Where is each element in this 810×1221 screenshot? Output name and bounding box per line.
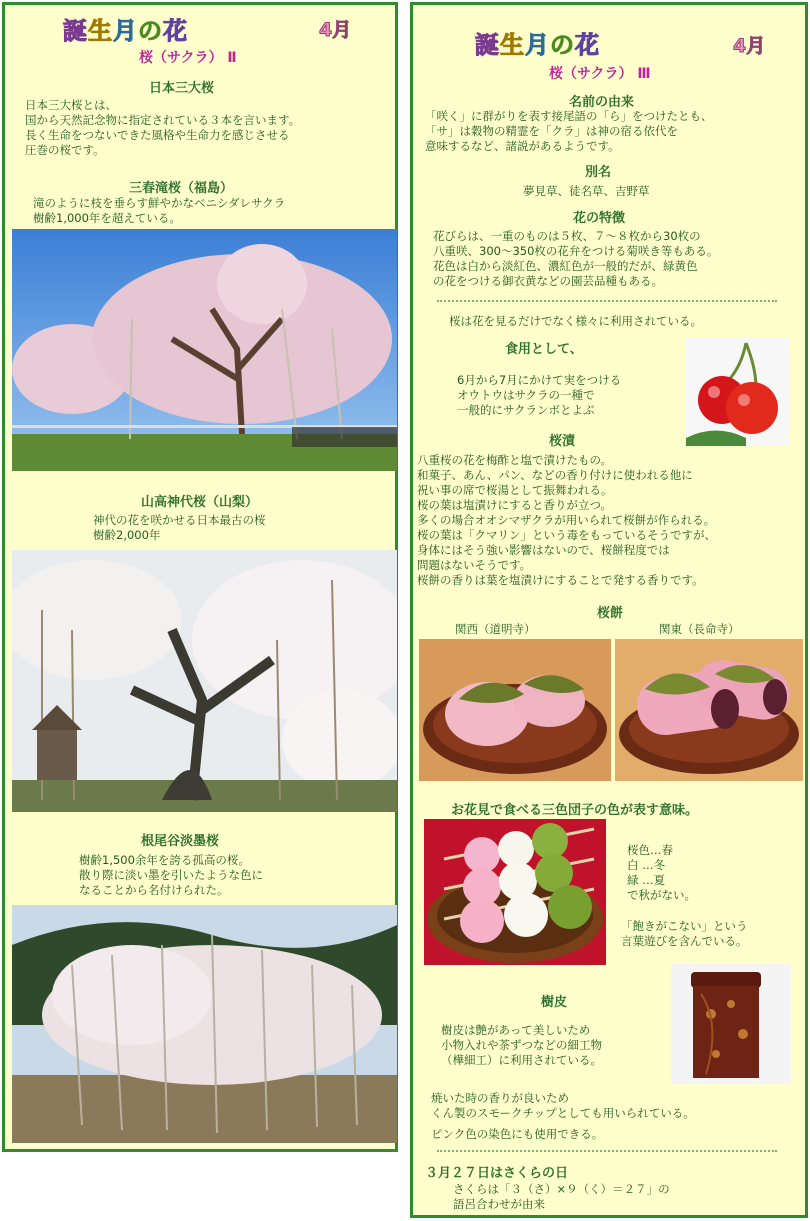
feature-text: 花びらは、一重のものは５枚、７～８枚から30枚の 八重咲、300～350枚の花弁をつける菊咲き等もある。 花色は白から淡紅色、濃紅色が一般的だが、緑黄色 の花をつける御衣黄などの園芸品種もある。: [433, 229, 719, 288]
food-title: 食用として、: [505, 342, 583, 357]
right-month: 4月: [733, 35, 766, 57]
tree2-name: 山高神代桜（山梨）: [141, 495, 259, 510]
left-main-title: 誕生月の花: [63, 17, 188, 45]
miharu-takizakura-photo: [12, 229, 397, 471]
cherry-photo: [686, 338, 790, 446]
divider: [437, 300, 777, 302]
right-panel: [410, 2, 808, 1218]
tree1-name: 三春滝桜（福島）: [129, 181, 234, 196]
mochi-title: 桜餅: [597, 606, 624, 621]
kanto-sakuramochi-photo: [615, 639, 803, 781]
dye-text: ピンク色の染色にも使用できる。: [431, 1127, 604, 1141]
left-subtitle: 桜（サクラ） Ⅱ: [139, 50, 237, 66]
dango-pun: 「飽きがこない」という 言葉遊びを含んでいる。: [621, 919, 748, 948]
sanshoku-dango-photo: [424, 819, 606, 965]
smoke-text: 焼いた時の香りが良いため くん製のスモークチップとしても用いられている。: [431, 1091, 695, 1120]
left-panel: [2, 2, 398, 1152]
tree2-desc: 神代の花を咲かせる日本最古の桜 樹齢2,000年: [93, 513, 266, 542]
divider: [437, 1150, 777, 1152]
origin-title: 名前の由来: [569, 95, 635, 110]
day-text: さくらは「３（さ）×９（く）＝２７」の 語呂合わせが由来: [453, 1182, 670, 1211]
left-section-title: 日本三大桜: [149, 81, 215, 96]
mochi-kansai-label: 関西（道明寺）: [455, 622, 536, 636]
kansai-sakuramochi-photo: [419, 639, 611, 781]
bark-title: 樹皮: [541, 995, 568, 1010]
tree3-name: 根尾谷淡墨桜: [141, 834, 220, 849]
right-main-title: 誕生月の花: [475, 31, 600, 59]
pickle-text: 八重桜の花を梅酢と塩で漬けたもの。 和菓子、あん、パン、などの香り付けに使われる他に 祝い事の席で桜湯として振舞われる。 桜の葉は塩漬けにすると香りが立つ。 多くの場合オオシマザクラが用いられて桜餅が作られる。 桜の葉は「クマリン」という毒をもっているそうですが、 身体にはそう強い影響はないので、桜餅程度では 問題はないそうです。 桜餅の香りは葉を塩漬けにすることで発する香りです。: [417, 453, 716, 587]
tree1-desc: 滝のように枝を垂らす鮮やかなベニシダレサクラ 樹齢1,000年を超えている。: [33, 196, 286, 225]
alias-title: 別名: [585, 165, 612, 180]
kabazaiku-tea-caddy-photo: [671, 964, 791, 1084]
usuzumi-zakura-photo: [12, 905, 397, 1143]
right-subtitle: 桜（サクラ） Ⅲ: [549, 66, 651, 82]
tree3-desc: 樹齢1,500余年を誇る孤高の桜。 散り際に淡い墨を引いたような色に なることから名付けられた。: [79, 853, 263, 897]
dango-colors: 桜色…春 白 …冬 緑 …夏 で秋がない。: [627, 843, 696, 902]
origin-text: 「咲く」に群がりを表す接尾語の「ら」をつけたとも、 「サ」は穀物の精霊を「クラ」は神の宿る依代を 意味するなど、諸説があるようです。: [425, 109, 713, 153]
left-intro: 日本三大桜とは、 国から天然記念物に指定されている３本を言います。 長く生命をつないできた風格や生命力を感じさせる 圧巻の桜です。: [25, 98, 301, 157]
use-intro: 桜は花を見るだけでなく様々に利用されている。: [449, 314, 702, 328]
jindai-zakura-photo: [12, 550, 397, 812]
pickle-title: 桜漬: [549, 434, 576, 449]
alias-text: 夢見草、徒名草、吉野草: [523, 184, 650, 198]
day-title: ３月２７日はさくらの日: [425, 1166, 569, 1181]
bark-text: 樹皮は艶があって美しいため 小物入れや茶ずつなどの細工物 （樺細工）に利用されている。: [441, 1023, 602, 1067]
dango-title: お花見で食べる三色団子の色が表す意味。: [451, 803, 699, 818]
mochi-kanto-label: 関東（長命寺）: [659, 622, 740, 636]
left-month: 4月: [319, 19, 352, 41]
feature-title: 花の特徴: [573, 211, 626, 226]
food-text: 6月から7月にかけて実をつける オウトウはサクラの一種で 一般的にサクランボとよぶ: [457, 373, 622, 417]
